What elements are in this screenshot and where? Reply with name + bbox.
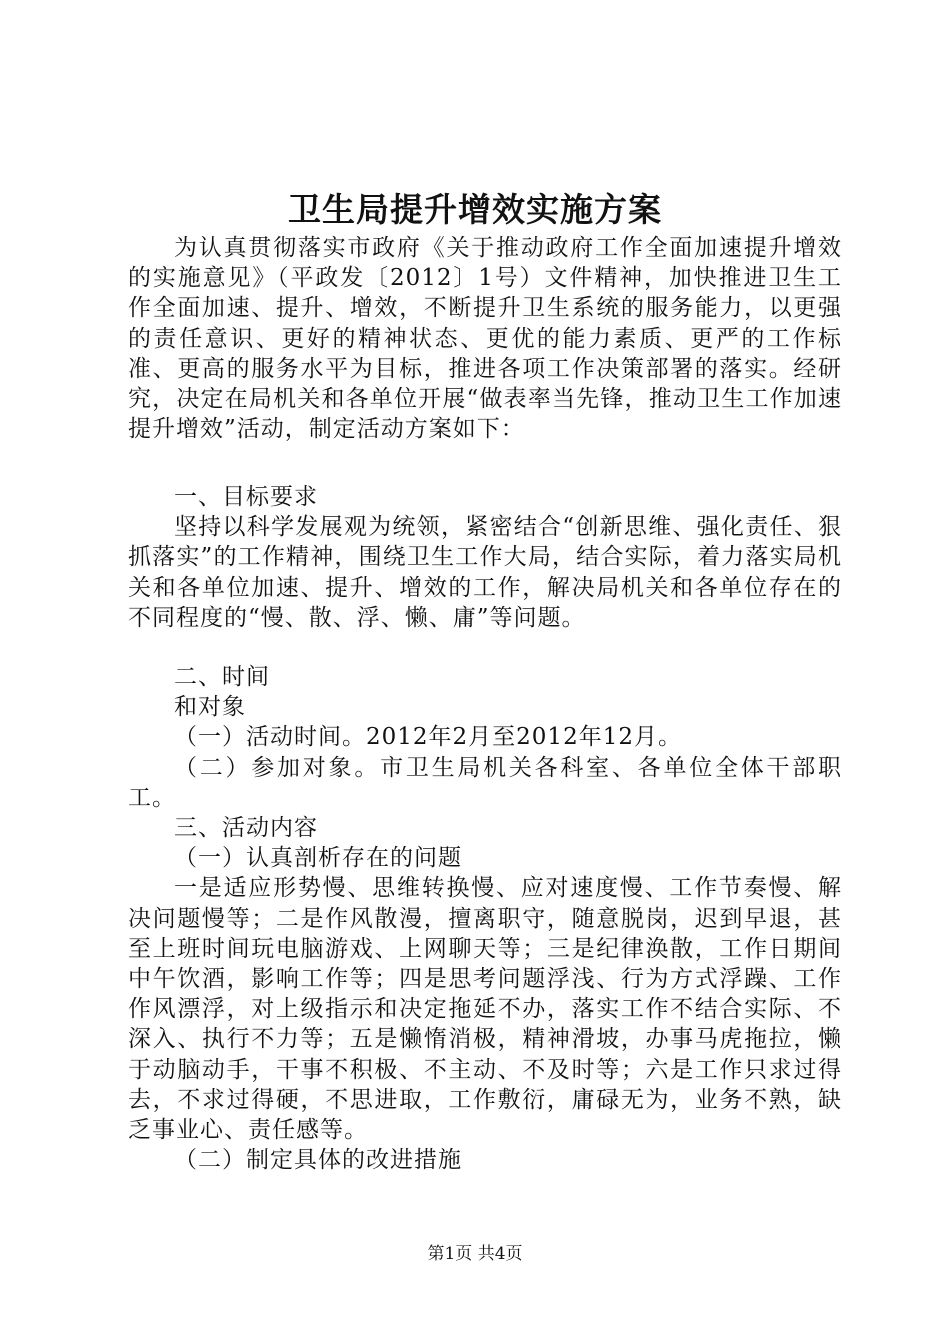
intro-block xyxy=(128,233,842,444)
section1-paragraph: 坚持以科学发展观为统领，紧密结合“创新思维、强化责任、狠抓落实”的工作精神，围绕卫生工作大局，结合实际，着力落实局机关和各单位加速、提升、增效的工作，解决局机关和各单位存在的不同程度的“慢、散、浮、懒、庸”等问题。 xyxy=(128,514,842,631)
section3-sub1-paragraph: 一是适应形势慢、思维转换慢、应对速度慢、工作节奏慢、解决问题慢等；二是作风散漫，擅离职守，随意脱岗，迟到早退，甚至上班时间玩电脑游戏、上网聊天等；三是纪律涣散，工作日期间中午饮酒，影响工作等；四是思考问题浮浅、行为方式浮躁、工作作风漂浮，对上级指示和决定拖延不办，落实工作不结合实际、不深入、执行不力等；五是懒惰消极，精神滑坡，办事马虎拖拉，懒于动脑动手，干事不积极、不主动、不及时等；六是工作只求过得去，不求过得硬，不思进取，工作敷衍，庸碌无为，业务不熟，缺乏事业心、责任感等。 xyxy=(128,875,842,1144)
page-footer: 第1页 共4页 xyxy=(427,1244,523,1264)
section1-block xyxy=(128,482,842,633)
section3-heading: 三、活动内容 xyxy=(174,815,318,842)
section2-heading-line1: 二、时间 xyxy=(174,664,270,690)
document-title: 卫生局提升增效实施方案 xyxy=(288,190,662,229)
section2-item-time: （一）活动时间。2012年2月至2012年12月。 xyxy=(174,724,682,751)
section3-sub1-heading: （一）认真剖析存在的问题 xyxy=(174,845,462,872)
intro-paragraph: 为认真贯彻落实市政府《关于推动政府工作全面加速提升增效的实施意见》（平政发〔2012〕1号）文件精神，加快推进卫生工作全面加速、提升、增效，不断提升卫生系统的服务能力，以更强的责任意识、更好的精神状态、更优的能力素质、更严的工作标准、更高的服务水平为目标，推进各项工作决策部署的落实。经研究，决定在局机关和各单位开展“做表率当先锋，推动卫生工作加速提升增效”活动，制定活动方案如下： xyxy=(128,235,842,443)
section3-sub2-heading: （二）制定具体的改进措施 xyxy=(174,1147,462,1174)
section2-heading-line2: 和对象 xyxy=(174,694,246,721)
section1-heading: 一、目标要求 xyxy=(174,484,318,510)
section2-item-participants: （二）参加对象。市卫生局机关各科室、各单位全体干部职工。 xyxy=(128,754,842,811)
section2-block xyxy=(128,662,842,1175)
